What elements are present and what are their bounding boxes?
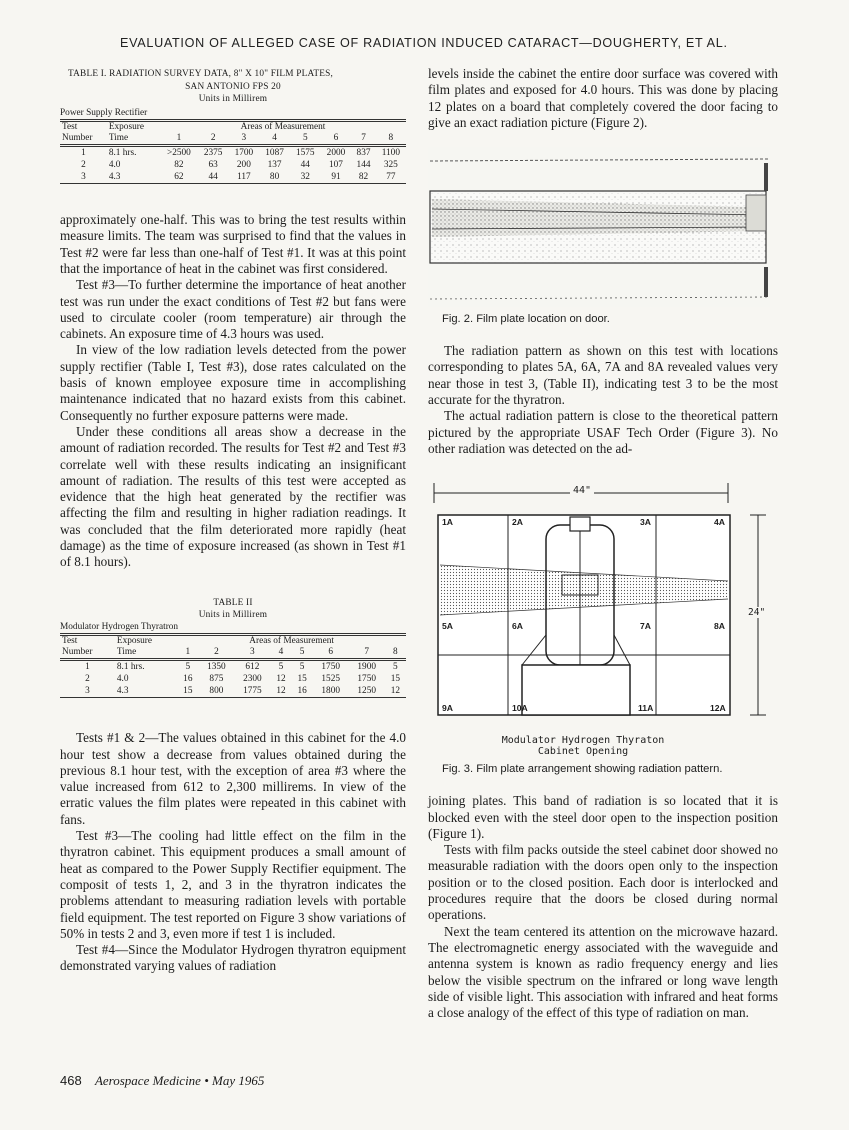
table-1 bbox=[60, 68, 406, 184]
table-1-area-label: 1 bbox=[176, 132, 182, 143]
table-2-col-time: Time bbox=[116, 646, 137, 657]
figure-3-width-label: 44" bbox=[570, 485, 594, 496]
table-cell: 4.3 bbox=[116, 686, 129, 697]
table-row bbox=[60, 661, 406, 673]
figure-3-height-label: 24" bbox=[748, 607, 766, 619]
table-cell: 8.1 hrs. bbox=[108, 147, 137, 158]
table-1-area-label: 7 bbox=[361, 132, 366, 143]
table-1-equipment: Power Supply Rectifier bbox=[60, 107, 148, 118]
paragraph: Next the team centered its attention on the microwave hazard. The electromagnetic energy associated with the waveguide and antenna system is known as radio frequency energy and lies below the visible spectrum on the infrared or long wave length side of visible light. This association with infrared and heat forms a close analogy of the effect of this type of radiation on man. bbox=[428, 923, 778, 1021]
table-cell: >2500 bbox=[166, 147, 191, 158]
paragraph: approximately one-half. This was to bring the test results within measure limits. The team was surprised to find that the values in Test #2 were far less than one-half of Test #1. It was at this point that the importance of heat in the cabinet was first considered. bbox=[60, 212, 406, 276]
plate-label-12a: 12A bbox=[710, 703, 726, 714]
table-1-col-time: Time bbox=[108, 132, 129, 143]
table-cell: 3 bbox=[81, 171, 86, 182]
table-cell: 137 bbox=[267, 159, 282, 170]
paragraph: Tests #1 & 2—The values obtained in this cabinet for the 4.0 hour test show a decrease from values obtained during the previous 8.1 hour test, with the exception of area #3 where the value increased from 612 to 2,300 millirems. In view of the erratic values the film plates were repeated in this cabinet with fans. bbox=[60, 730, 406, 827]
table-1-area-label: 8 bbox=[388, 132, 394, 143]
table-cell: 12 bbox=[276, 686, 286, 697]
table-cell: 15 bbox=[297, 673, 307, 684]
figure-3-diagram bbox=[428, 475, 776, 725]
table-2-area-label: 4 bbox=[278, 646, 284, 657]
plate-label-5a: 5A bbox=[442, 621, 453, 632]
plate-label-10a: 10A bbox=[512, 703, 528, 714]
table-2-areas-header: Areas of Measurement bbox=[249, 635, 334, 646]
table-cell: 1250 bbox=[357, 686, 376, 697]
right-column bbox=[428, 62, 778, 1021]
table-row bbox=[60, 171, 406, 183]
table-cell: 15 bbox=[390, 673, 400, 684]
table-1-areas-header: Areas of Measurement bbox=[240, 121, 326, 132]
figure-3-label-line2: Cabinet Opening bbox=[537, 746, 629, 758]
table-cell: 107 bbox=[329, 159, 343, 170]
table-1-area-label: 2 bbox=[210, 132, 216, 143]
table-cell: 91 bbox=[331, 171, 341, 182]
plate-label-9a: 9A bbox=[442, 703, 453, 714]
page-footer bbox=[60, 1073, 264, 1089]
table-2-area-label: 3 bbox=[250, 646, 255, 657]
table-cell: 16 bbox=[183, 673, 193, 684]
plate-label-8a: 8A bbox=[714, 621, 725, 632]
table-cell: 16 bbox=[297, 686, 307, 697]
table-2-col-exposure: Exposure bbox=[116, 635, 153, 646]
table-1-col-test: Test bbox=[62, 121, 78, 132]
table-1-col-number: Number bbox=[62, 132, 93, 143]
table-cell: 1525 bbox=[321, 673, 340, 684]
table-cell: 2 bbox=[85, 673, 90, 684]
figure-3-caption: Fig. 3. Film plate arrangement showing radiation pattern. bbox=[442, 763, 723, 776]
table-cell: 12 bbox=[390, 686, 400, 697]
table-1-area-label: 4 bbox=[272, 132, 277, 143]
table-1-grid bbox=[60, 122, 406, 184]
paragraph: Test #3—The cooling had little effect on the film in the thyratron cabinet. This equipment produces a small amount of heat as compared to the Power Supply Rectifier equipment. The composit of tests 1, 2, and 3 in the thyratron indicates the problems attendant to measuring radiation levels with portable field equipment. The test reported on Figure 3 show variations of 50% in tests 2 and 3, even more if test 1 is included. bbox=[60, 828, 406, 941]
plate-label-4a: 4A bbox=[714, 517, 725, 528]
paragraph: joining plates. This band of radiation is so located that it is blocked even with the steel door open to the inspection position (Figure 1). bbox=[428, 793, 778, 841]
running-header: EVALUATION OF ALLEGED CASE OF RADIATION INDUCED CATARACT—DOUGHERTY, ET AL. bbox=[120, 36, 728, 50]
table-cell: 4.0 bbox=[116, 673, 129, 684]
table-cell: 5 bbox=[393, 661, 398, 672]
table-cell: 8.1 hrs. bbox=[116, 661, 145, 672]
table-2-equipment: Modulator Hydrogen Thyratron bbox=[60, 621, 179, 632]
table-row bbox=[60, 685, 406, 697]
table-cell: 5 bbox=[278, 661, 284, 672]
paragraph: Test #4—Since the Modulator Hydrogen thyratron equipment demonstrated varying values of radiation bbox=[60, 942, 406, 974]
table-cell: 44 bbox=[208, 171, 218, 182]
table-cell: 1100 bbox=[381, 147, 400, 158]
table-2-col-test: Test bbox=[62, 635, 78, 646]
plate-label-7a: 7A bbox=[640, 621, 651, 632]
table-cell: 2375 bbox=[203, 147, 223, 158]
table-cell: 2000 bbox=[326, 147, 346, 158]
table-cell: 117 bbox=[237, 171, 251, 182]
table-cell: 1800 bbox=[321, 686, 340, 697]
plate-label-3a: 3A bbox=[640, 517, 651, 528]
table-row bbox=[60, 673, 406, 685]
table-cell: 5 bbox=[299, 661, 305, 672]
figure-2-photo bbox=[428, 147, 770, 307]
table-cell: 2 bbox=[81, 159, 86, 170]
paragraph: Under these conditions all areas show a decrease in the amount of radiation recorded. The results for Test #2 and Test #3 correlate well with these results indicating an insignificant amount of radiation. The results of this test were accepted as evidence that the high heat generated by the rectifier was affecting the film and resulting in higher radiation readings. It was concluded that the film deteriorated more rapidly (heat damage) as the time of exposure increased (as shown in Test #1 of 8.1 hours). bbox=[60, 423, 406, 570]
figure-3-lines bbox=[428, 475, 776, 725]
table-row bbox=[60, 159, 406, 171]
table-cell: 325 bbox=[383, 159, 398, 170]
paragraph: Test #3—To further determine the importance of heat another test was run under the exact conditions of Test #2 but fans were used to circulate cooler (room temperature) air through the cabinets. An exposure time of 4.3 hours was used. bbox=[60, 277, 406, 342]
table-1-subtitle: SAN ANTONIO FPS 20 bbox=[185, 81, 281, 92]
table-2-grid bbox=[60, 636, 406, 698]
table-1-area-label: 3 bbox=[241, 132, 247, 143]
paragraph: Tests with film packs outside the steel cabinet door showed no measurable radiation with the doors open only to the inspection position or to the closed position. Each door is interlocked and procedures require that the doors be closed during normal operations. bbox=[428, 842, 778, 923]
journal-citation: Aerospace Medicine • May 1965 bbox=[94, 1073, 265, 1088]
table-2-units: Units in Millirem bbox=[198, 610, 268, 621]
table-1-units: Units in Millirem bbox=[198, 94, 268, 104]
paragraph: levels inside the cabinet the entire door surface was covered with film plates and exposed for 4.0 hours. This was done by placing 12 plates on a board that completely covered the door facing to give an exact radiation picture (Figure 2). bbox=[428, 66, 778, 130]
table-row bbox=[60, 147, 406, 159]
door-photo-graphic bbox=[428, 147, 770, 307]
table-cell: 5 bbox=[185, 661, 191, 672]
table-cell: 15 bbox=[183, 686, 193, 697]
table-cell: 1775 bbox=[243, 686, 262, 697]
plate-label-2a: 2A bbox=[512, 517, 523, 528]
table-cell: 4.0 bbox=[108, 159, 121, 170]
table-cell: 200 bbox=[236, 159, 251, 170]
left-column bbox=[60, 62, 406, 975]
table-cell: 82 bbox=[174, 159, 184, 170]
table-cell: 837 bbox=[356, 147, 371, 158]
paragraph: In view of the low radiation levels detected from the power supply rectifier (Table I, Test #3), dose rates calculated on the basis of known employee exposure time in accomplishing maintenance indicated that no hazard exists from this cabinet. Consequently no further exposure patterns were made. bbox=[60, 342, 406, 423]
table-2-area-label: 1 bbox=[185, 646, 191, 657]
table-cell: 1700 bbox=[234, 147, 254, 158]
table-cell: 800 bbox=[209, 686, 224, 697]
table-cell: 2300 bbox=[243, 673, 262, 684]
table-cell: 144 bbox=[356, 159, 371, 170]
table-cell: 1087 bbox=[265, 147, 284, 158]
table-2-title: TABLE II bbox=[213, 597, 253, 608]
table-1-area-label: 5 bbox=[302, 132, 308, 143]
paragraph: The radiation pattern as shown on this test with locations corresponding to plates 5A, 6A, 7A and 8A revealed values very near those in test 3, (Table II), indicating test 3 to be the most accurate for the thyratron. bbox=[428, 343, 778, 408]
figure-3-label-line1: Modulator Hydrogen Thyraton bbox=[501, 735, 665, 747]
plate-label-6a: 6A bbox=[512, 621, 523, 632]
table-cell: 1750 bbox=[321, 661, 340, 672]
table-cell: 63 bbox=[208, 159, 218, 170]
paragraph: The actual radiation pattern is close to the theoretical pattern pictured by the appropriate USAF Tech Order (Figure 3). No other radiation was detected on the ad- bbox=[428, 408, 778, 456]
table-cell: 612 bbox=[245, 661, 260, 672]
table-1-area-label: 6 bbox=[333, 132, 339, 143]
table-cell: 12 bbox=[276, 673, 286, 684]
table-cell: 77 bbox=[386, 171, 396, 182]
table-2 bbox=[60, 597, 406, 699]
table-cell: 62 bbox=[174, 171, 184, 182]
figure-2-caption: Fig. 2. Film plate location on door. bbox=[442, 313, 610, 326]
table-2-area-label: 2 bbox=[214, 646, 219, 657]
table-2-col-number: Number bbox=[62, 646, 93, 657]
table-cell: 1900 bbox=[357, 661, 376, 672]
table-cell: 80 bbox=[269, 171, 280, 182]
table-cell: 3 bbox=[85, 686, 90, 697]
table-cell: 875 bbox=[209, 673, 224, 684]
plate-label-1a: 1A bbox=[442, 517, 453, 528]
table-1-title: TABLE I. RADIATION SURVEY DATA, 8" X 10" FILM PLATES, bbox=[68, 69, 334, 79]
plate-label-11a: 11A bbox=[638, 703, 654, 714]
table-1-col-exposure: Exposure bbox=[108, 121, 144, 132]
table-cell: 1350 bbox=[207, 661, 226, 672]
table-cell: 4.3 bbox=[108, 171, 121, 182]
table-cell: 32 bbox=[300, 171, 310, 182]
table-cell: 1 bbox=[85, 661, 90, 672]
table-cell: 44 bbox=[300, 159, 310, 170]
table-cell: 1750 bbox=[357, 673, 376, 684]
table-2-area-label: 6 bbox=[328, 646, 334, 657]
table-cell: 1575 bbox=[295, 147, 315, 158]
table-cell: 1 bbox=[81, 147, 86, 158]
table-2-area-label: 8 bbox=[393, 646, 398, 657]
table-2-area-label: 7 bbox=[364, 646, 370, 657]
page-number: 468 bbox=[60, 1073, 82, 1088]
table-2-area-label: 5 bbox=[299, 646, 305, 657]
table-cell: 82 bbox=[358, 171, 369, 182]
